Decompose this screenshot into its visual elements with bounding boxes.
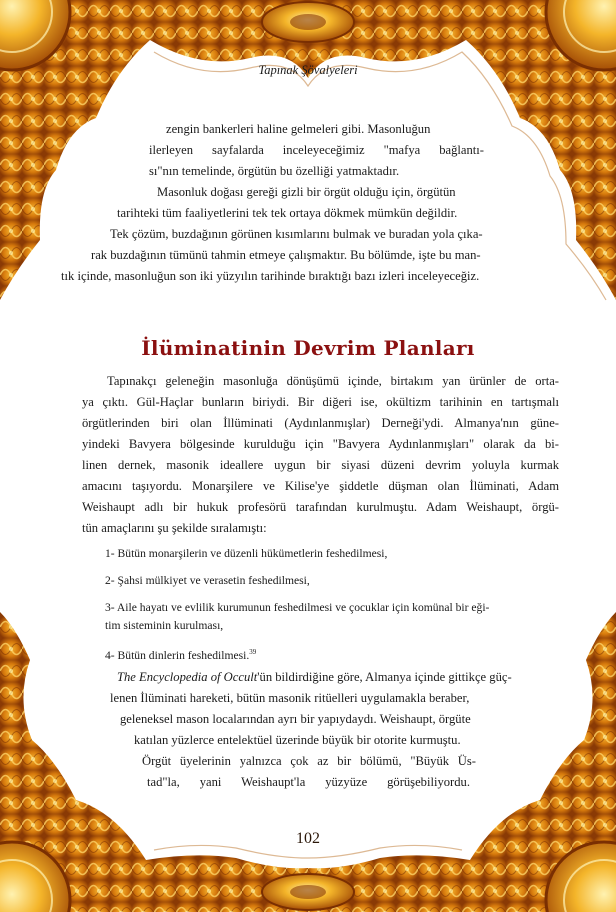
intro-line: Tek çözüm, buzdağının görünen kısımlarını bulmak ve buradan yola çıka- — [110, 227, 483, 241]
source-title: The Encyclopedia of Occult — [117, 670, 258, 684]
body-line: Weishaupt adlı bir hukuk profesörü tarafından kurulmuştu. Adam Weishaupt, örgü- — [82, 500, 559, 514]
intro-line: Masonluk doğası gereği gizli bir örgüt olduğu için, örgütün — [157, 185, 456, 199]
list-item: 1- Bütün monarşilerin ve düzenli hükümetlerin feshedilmesi, — [105, 547, 388, 560]
closing-line: geleneksel mason localarından ayrı bir yapıydaydı. Weishaupt, örgüte — [120, 712, 471, 726]
body-line: yindeki Bavyera bölgesinde kurulduğu için "Bavyera Aydınlanmışları" olarak da bi- — [82, 437, 559, 451]
list-item: 2- Şahsi mülkiyet ve verasetin feshedilmesi, — [105, 574, 310, 587]
footnote-ref: 39 — [249, 648, 257, 656]
list-item-text: 4- Bütün dinlerin feshedilmesi. — [105, 648, 250, 662]
list-item: 3- Aile hayatı ve evlilik kurumunun feshedilmesi ve çocuklar için komünal bir eği- — [105, 601, 490, 614]
body-line: linen dernek, masonik ideallere uygun bir siyasi düzeni devrim yoluyla kurmak — [82, 458, 559, 472]
closing-line: Örgüt üyelerinin yalnızca çok az bir bölümü, "Büyük Üs- — [142, 754, 476, 768]
intro-line: zengin bankerleri haline gelmeleri gibi. Masonluğun — [166, 122, 431, 136]
closing-text: 'ün bildirdiğine göre, Almanya içinde gittikçe güç- — [257, 670, 512, 684]
closing-line: lenen İlüminati hareketi, bütün masonik ritüelleri uygulamakla beraber, — [110, 691, 470, 705]
intro-line: ilerleyen sayfalarda inceleyeceğimiz "mafya bağlantı- — [149, 143, 484, 157]
body-line: tün amaçlarını şu şekilde sıralamıştı: — [82, 521, 267, 535]
intro-line: tık içinde, masonluğun son iki yüzyılın tarihinde bıraktığı bazı izleri inceleyeceğiz. — [61, 269, 480, 283]
intro-line: tarihteki tüm faaliyetlerini tek tek ortaya dökmek mümkün değildir. — [117, 206, 458, 220]
body-line: Tapınakçı geleneğin masonluğa dönüşümü içinde, birtakım yan ürünler de orta- — [107, 374, 559, 388]
intro-line: sı"nın temelinde, örgütün bu özelliği yatmaktadır. — [149, 164, 400, 178]
body-line: amacını taşıyordu. Monarşilere ve Kilise'ye şiddetle düşman olan İlüminati, Adam — [82, 479, 559, 493]
page-number: 102 — [296, 830, 320, 847]
closing-line: tad"la, yani Weishaupt'la yüzyüze görüşebiliyordu. — [147, 775, 470, 789]
closing-line — [117, 669, 512, 685]
list-item: tim sisteminin kurulması, — [105, 619, 224, 632]
body-line: örgütlerinden biri olan İllüminati (Aydınlanmışlar) Derneği'ydi. Almanya'nın güne- — [82, 416, 559, 430]
body-line: ya çıktı. Gül-Haçlar bunların biriydi. Bir diğeri ise, okültizm tarihinin en tartışmalı — [82, 395, 559, 409]
running-header: Tapınak Şövalyeleri — [258, 63, 358, 77]
section-title: İlüminatinin Devrim Planları — [141, 336, 475, 360]
intro-line: rak buzdağının tümünü tahmin etmeye çalışmaktır. Bu bölümde, işte bu man- — [91, 248, 481, 262]
closing-line: katılan yüzlerce entelektüel üzerinde büyük bir otorite kurmuştu. — [134, 733, 461, 747]
list-item — [105, 645, 256, 663]
